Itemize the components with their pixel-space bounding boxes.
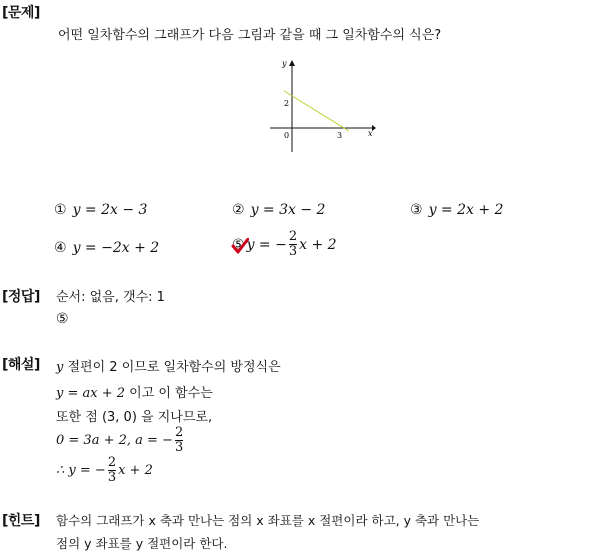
- hint-line2: 점의 y 좌표를 y 절편이라 한다.: [56, 536, 228, 551]
- problem-label: [문제]: [2, 5, 40, 21]
- choice-3[interactable]: ③ y = 2x + 2: [410, 202, 504, 218]
- choice-5[interactable]: ⑤ y = − $\frac{2}{3}$ x + 2: [232, 229, 337, 259]
- question-text: 어떤 일차함수의 그래프가 다음 그림과 같을 때 그 일차함수의 식은?: [58, 28, 442, 43]
- x-intercept-label: 3: [337, 131, 343, 140]
- explanation-line3: 또한 점 (3, 0) 을 지나므로,: [56, 410, 213, 425]
- answer-line1: 순서: 없음, 갯수: 1: [56, 290, 165, 305]
- explanation-line5: ∴ y = − $\frac{2}{3}$ x + 2: [56, 455, 153, 485]
- explanation-label: [해설]: [2, 357, 40, 373]
- check-mark-icon: [231, 238, 249, 254]
- y-axis-label: y: [282, 59, 287, 68]
- x-axis-label: x: [368, 129, 373, 138]
- explanation-line4: 0 = 3a + 2, a = − $\frac{2}{3}$: [56, 425, 184, 455]
- explanation-line2: y = ax + 2 이고 이 함수는: [56, 386, 213, 401]
- choice-2[interactable]: ② y = 3x − 2: [232, 202, 326, 218]
- answer-label: [정답]: [2, 289, 40, 305]
- choice-1[interactable]: ① y = 2x − 3: [54, 202, 148, 218]
- hint-line1: 함수의 그래프가 x 축과 만나는 점의 x 좌표를 x 절편이라 하고, y 축과 만나는: [56, 513, 480, 528]
- origin-label: 0: [284, 131, 290, 140]
- line-graph: [262, 56, 382, 156]
- answer-line2: ⑤: [56, 311, 69, 327]
- hint-label: [힌트]: [2, 513, 40, 529]
- choice-4[interactable]: ④ y = −2x + 2: [54, 240, 160, 256]
- y-intercept-label: 2: [284, 99, 290, 108]
- explanation-line1: y 절편이 2 이므로 일차함수의 방정식은: [56, 360, 281, 375]
